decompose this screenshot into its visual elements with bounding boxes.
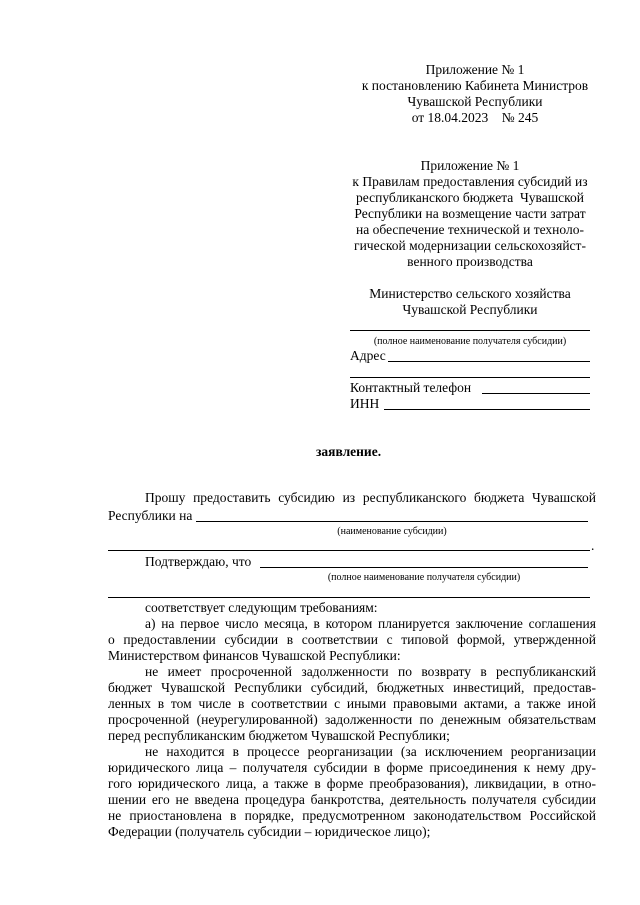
paragraph-line: Министерством финансов Чувашской Республики: bbox=[108, 648, 401, 663]
appendix-rules-line: венного производства bbox=[407, 254, 533, 269]
subsidy-name-caption: (наименование субсидии) bbox=[337, 526, 447, 537]
paragraph-line: о предоставлении субсидии в соответствии с типовой формой, утвержденной bbox=[108, 632, 596, 647]
paragraph-line: перед республиканским бюджетом Чувашской Республики; bbox=[108, 728, 450, 743]
paragraph-line: ленных в том числе в соответствии с иными правовыми актами, а также иной bbox=[108, 696, 596, 711]
recipient-name-field[interactable] bbox=[350, 330, 590, 331]
paragraph-line: не имеет просроченной задолженности по возврату в республиканский bbox=[145, 664, 596, 679]
inn-label: ИНН bbox=[350, 396, 380, 411]
paragraph-line: не приостановлена в порядке, предусмотренном законодательством Российской bbox=[108, 808, 596, 823]
requirements-intro: соответствует следующим требованиям: bbox=[145, 600, 378, 615]
appendix-rules-line: гической модернизации сельскохозяйст- bbox=[354, 238, 586, 253]
appendix-1-line: от 18.04.2023 № 245 bbox=[411, 110, 539, 125]
paragraph-line: а) на первое число месяца, в котором планируется заключение соглашения bbox=[145, 616, 596, 631]
paragraph-line: не находится в процессе реорганизации (за исключением реорганизации bbox=[145, 744, 596, 759]
request-line: Республики на bbox=[108, 508, 193, 523]
ministry-name: Чувашской Республики bbox=[402, 302, 538, 317]
paragraph-line: просроченной (неурегулированной) задолженности по денежным обязательствам bbox=[108, 712, 596, 727]
subsidy-name-field-line-2[interactable] bbox=[108, 550, 590, 551]
document-title: заявление. bbox=[316, 444, 382, 459]
paragraph-line: юридического лица – получателя субсидии в форме присоединения к нему дру- bbox=[108, 760, 596, 775]
appendix-1-line: Чувашской Республики bbox=[407, 94, 543, 109]
appendix-rules-line: на обеспечение технической и техноло- bbox=[356, 222, 584, 237]
appendix-rules-line: Приложение № 1 bbox=[420, 158, 520, 173]
ministry-name: Министерство сельского хозяйства bbox=[369, 286, 571, 301]
appendix-rules-line: к Правилам предоставления субсидий из bbox=[352, 174, 588, 189]
request-line: Прошу предоставить субсидию из республиканского бюджета Чувашской bbox=[145, 490, 596, 505]
period-mark: . bbox=[591, 538, 595, 553]
address-field[interactable] bbox=[388, 361, 590, 362]
confirm-recipient-field-line-2[interactable] bbox=[108, 597, 590, 598]
paragraph-line: бюджет Чувашской Республики субсидий, бюджетных инвестиций, предостав- bbox=[108, 680, 596, 695]
confirm-label: Подтверждаю, что bbox=[145, 554, 252, 569]
confirm-recipient-caption: (полное наименование получателя субсидии) bbox=[327, 572, 521, 583]
paragraph-line: Федерации (получатель субсидии – юридическое лицо); bbox=[108, 824, 431, 839]
subsidy-name-field[interactable] bbox=[196, 521, 588, 522]
confirm-recipient-field[interactable] bbox=[260, 567, 588, 568]
address-label: Адрес bbox=[350, 348, 386, 363]
recipient-name-caption: (полное наименование получателя субсидии) bbox=[373, 336, 567, 347]
appendix-rules-line: Республики на возмещение части затрат bbox=[354, 206, 586, 221]
inn-field[interactable] bbox=[384, 409, 590, 410]
address-field-line-2[interactable] bbox=[350, 377, 590, 378]
paragraph-line: шении его не введена процедура банкротства, деятельность получателя субсидии bbox=[108, 792, 596, 807]
appendix-rules-line: республиканского бюджета Чувашской bbox=[356, 190, 584, 205]
paragraph-line: гого юридического лица, а также в форме преобразования), ликвидации, в отно- bbox=[108, 776, 596, 791]
appendix-1-line: Приложение № 1 bbox=[425, 62, 525, 77]
phone-field[interactable] bbox=[482, 393, 590, 394]
phone-label: Контактный телефон bbox=[350, 380, 472, 395]
appendix-1-line: к постановлению Кабинета Министров bbox=[361, 78, 589, 93]
